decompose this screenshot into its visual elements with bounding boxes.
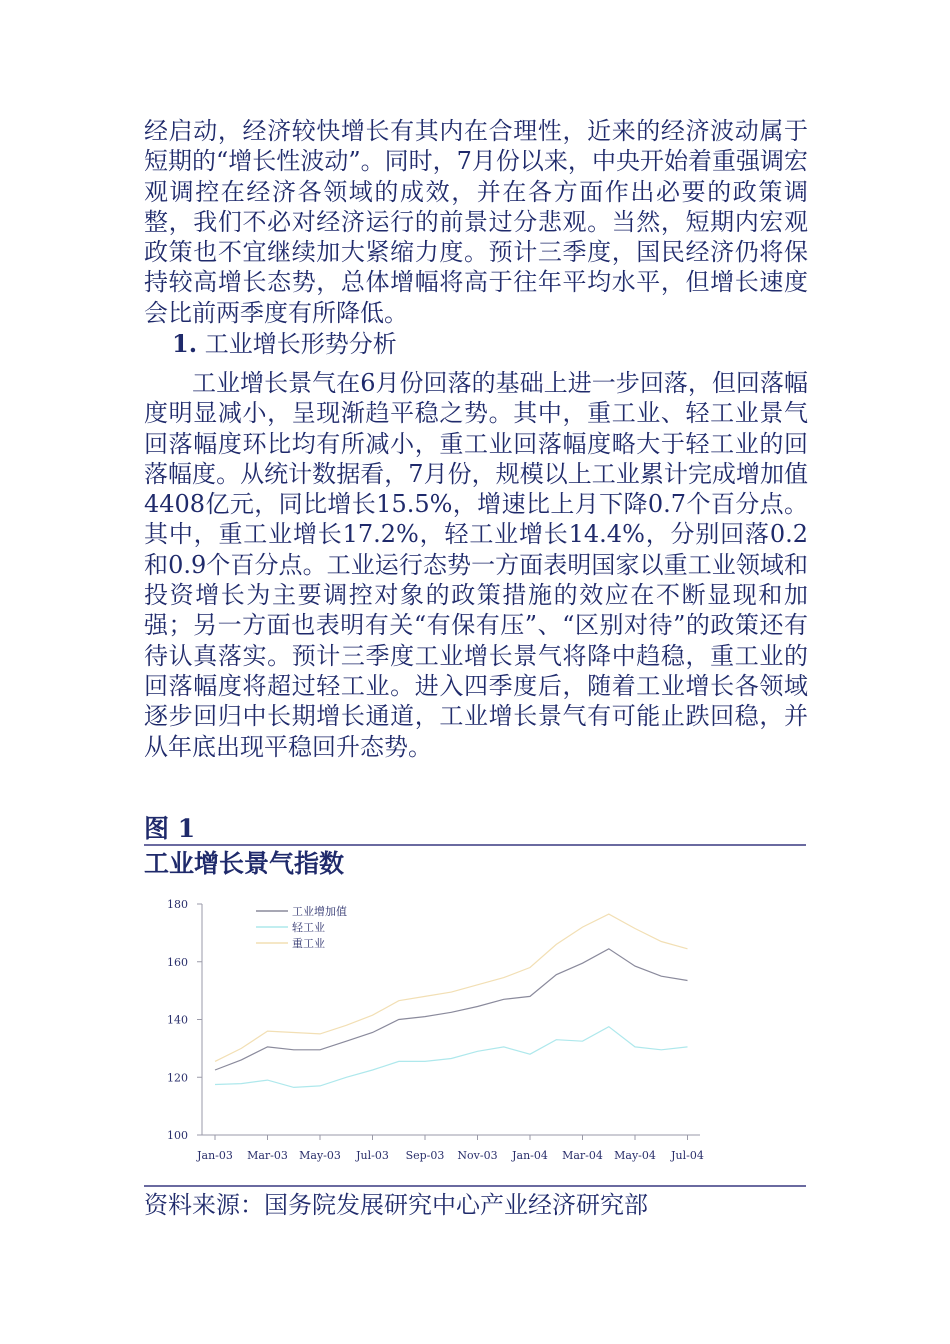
x-tick-label: Jan-04 [512, 1149, 548, 1162]
x-tick-label: May-04 [614, 1149, 656, 1162]
x-tick-label: May-03 [299, 1149, 341, 1162]
x-tick-label: Nov-03 [457, 1149, 498, 1162]
figure-source-note: 资料来源：国务院发展研究中心产业经济研究部 [144, 1191, 648, 1219]
x-tick-label: Jul-03 [356, 1149, 389, 1162]
series-line-2 [215, 1027, 688, 1088]
y-tick-label: 120 [167, 1071, 188, 1085]
legend-label-1: 工业增加值 [292, 905, 347, 918]
y-tick-label: 180 [167, 898, 188, 911]
figure-label: 图 1 [144, 814, 196, 843]
x-tick-label: Mar-04 [562, 1149, 603, 1162]
figure-title: 工业增长景气指数 [144, 849, 345, 878]
x-tick-label: Mar-03 [247, 1149, 288, 1162]
x-tick-label: Jan-03 [197, 1149, 233, 1162]
x-tick-label: Sep-03 [405, 1149, 445, 1162]
industrial-climate-line-chart [150, 888, 730, 1178]
figure-top-rule [144, 844, 806, 846]
y-tick-label: 140 [167, 1013, 188, 1027]
series-line-3 [215, 914, 688, 1061]
section-heading-number: 1. [172, 329, 198, 358]
body-paragraph-1: 经启动，经济较快增长有其内在合理性，近来的经济波动属于短期的“增长性波动”。同时，7月份以来，中央开始着重强调宏观调控在经济各领域的成效，并在各方面作出必要的政策调整，我们不必对经济运行的前景过分悲观。当然，短期内宏观政策也不宜继续加大紧缩力度。预计三季度，国民经济仍将保持较高增长态势，总体增幅将高于往年平均水平，但增长速度会比前两季度有所降低。 [144, 117, 808, 327]
series-line-1 [215, 949, 688, 1070]
legend-label-3: 重工业 [292, 937, 325, 950]
section-heading [172, 329, 397, 359]
section-heading-text: 工业增长形势分析 [204, 330, 397, 358]
figure-bottom-rule [144, 1185, 806, 1187]
legend-label-2: 轻工业 [292, 921, 325, 934]
body-paragraph-2: 工业增长景气在6月份回落的基础上进一步回落，但回落幅度明显减小，呈现渐趋平稳之势。其中，重工业、轻工业景气回落幅度环比均有所减小，重工业回落幅度略大于轻工业的回落幅度。从统计数据看，7月份，规模以上工业累计完成增加值4408亿元，同比增长15.5%，增速比上月下降0.7个百分点。其中，重工业增长17.2%，轻工业增长14.4%，分别回落0.2和0.9个百分点。工业运行态势一方面表明国家以重工业领域和投资增长为主要调控对象的政策措施的效应在不断显现和加强；另一方面也表明有关“有保有压”、“区别对待”的政策还有待认真落实。预计三季度工业增长景气将降中趋稳，重工业的回落幅度将超过轻工业。进入四季度后，随着工业增长各领域逐步回归中长期增长通道，工业增长景气有可能止跌回稳，并从年底出现平稳回升态势。 [144, 369, 808, 761]
y-tick-label: 100 [167, 1129, 188, 1142]
x-tick-label: Jul-04 [671, 1149, 704, 1162]
y-tick-label: 160 [167, 955, 188, 969]
